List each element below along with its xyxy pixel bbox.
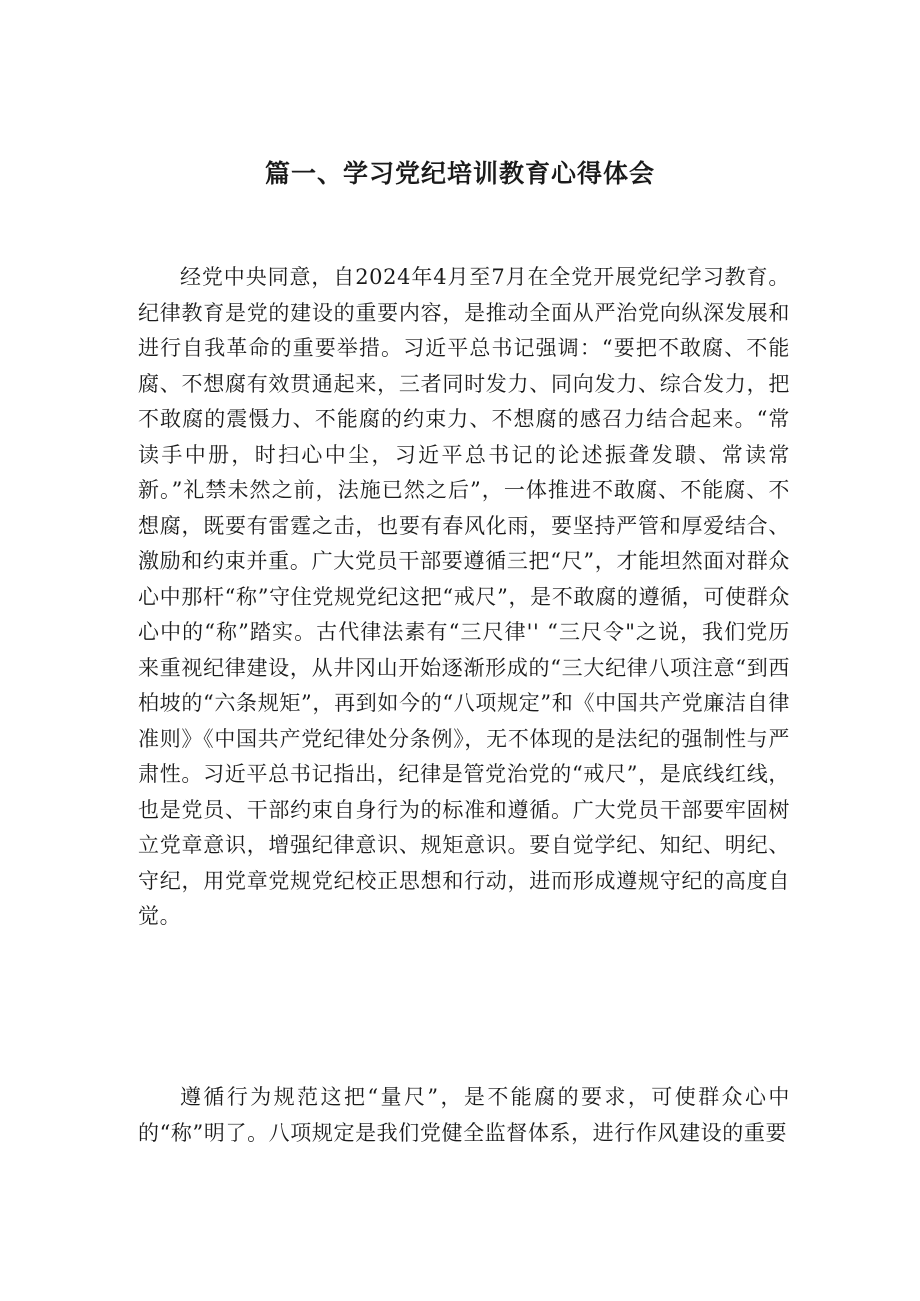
body-paragraph-2: 遵循行为规范这把“量尺”，是不能腐的要求，可使群众心中的“称”明了。八项规定是我们党健全监督体系，进行作风建设的重要 bbox=[138, 1085, 790, 1145]
document-title: 篇一、学习党纪培训教育心得体会 bbox=[264, 159, 655, 188]
body-paragraph-1: 经党中央同意，自2024年4月至7月在全党开展党纪学习教育。纪律教育是党的建设的重要内容，是推动全面从严治党向纵深发展和进行自我革命的重要举措。习近平总书记强调：“要把不敢腐、不能腐、不想腐有效贯通起来，三者同时发力、同向发力、综合发力，把不敢腐的震慑力、不能腐的约束力、不想腐的感召力结合起来。“常读手中册，时扫心中尘，习近平总书记的论述振聋发聩、常读常新。”礼禁未然之前，法施已然之后”，一体推进不敢腐、不能腐、不想腐，既要有雷霆之击，也要有春风化雨，要坚持严管和厚爱结合、激励和约束并重。广大党员干部要遵循三把“尺”，才能坦然面对群众心中那杆“称”守住党规党纪这把“戒尺”，是不敢腐的遵循，可使群众心中的“称”踏实。古代律法素有“三尺律'' “三尺令"之说，我们党历来重视纪律建设，从井冈山开始逐渐形成的“三大纪律八项注意“到西柏坡的“六条规矩”，再到如今的“八项规定”和《中国共产党廉洁自律准则》《中国共产党纪律处分条例》，无不体现的是法纪的强制性与严肃性。习近平总书记指出，纪律是管党治党的“戒尺”，是底线红线，也是党员、干部约束自身行为的标准和遵循。广大党员干部要牢固树立党章意识，增强纪律意识、规矩意识。要自觉学纪、知纪、明纪、守纪，用党章党规党纪校正思想和行动，进而形成遵规守纪的高度自觉。 bbox=[138, 265, 790, 928]
